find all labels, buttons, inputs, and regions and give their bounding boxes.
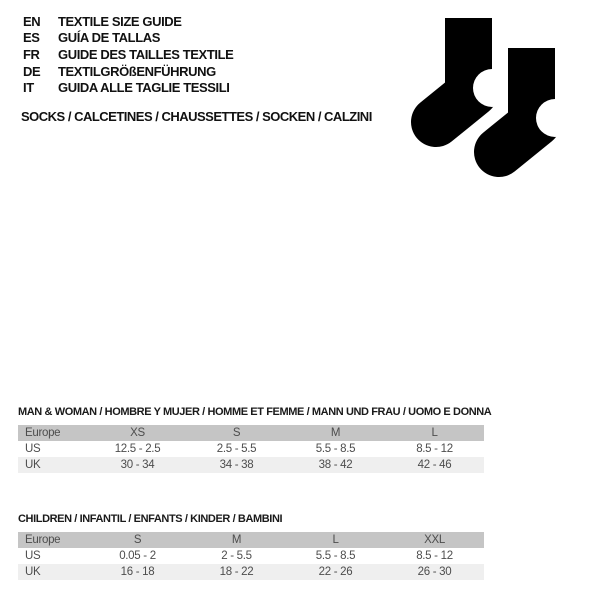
size-cell: 12.5 - 2.5 <box>114 443 161 455</box>
size-table-block-children <box>18 513 484 580</box>
column-header-size: S <box>133 534 142 546</box>
sock-foot-shape <box>499 122 536 152</box>
heel-cutout <box>473 69 511 107</box>
size-cell: 42 - 46 <box>417 459 452 471</box>
sock-foot-shape <box>436 92 473 122</box>
lang-row-it <box>23 79 233 96</box>
table-header-row <box>18 532 484 548</box>
column-header-size: L <box>431 427 438 439</box>
column-header-size: M <box>231 534 242 546</box>
table-title-children: CHILDREN / INFANTIL / ENFANTS / KINDER / BAMBINI <box>18 513 283 525</box>
lang-code: ES <box>23 30 40 46</box>
size-cell: 18 - 22 <box>219 566 254 578</box>
region-label-cell: US <box>25 550 41 562</box>
lang-code: IT <box>23 80 34 96</box>
size-table-children <box>18 532 484 580</box>
size-cell: 26 - 30 <box>417 566 452 578</box>
region-label-cell: UK <box>25 459 41 471</box>
size-cell: 8.5 - 12 <box>416 443 453 455</box>
heel-cutout <box>536 99 574 137</box>
column-header-region: Europe <box>25 534 61 546</box>
column-header-size: L <box>332 534 339 546</box>
size-cell: 0.05 - 2 <box>119 550 156 562</box>
table-header-row <box>18 425 484 441</box>
size-cell: 2.5 - 5.5 <box>216 443 257 455</box>
lang-label: TEXTILE SIZE GUIDE <box>58 13 182 29</box>
column-header-size: S <box>232 427 241 439</box>
lang-row-en <box>23 13 233 30</box>
lang-code: EN <box>23 13 41 29</box>
size-cell: 8.5 - 12 <box>416 550 453 562</box>
lang-row-es <box>23 30 233 47</box>
table-row-us <box>18 548 484 564</box>
category-heading: SOCKS / CALCETINES / CHAUSSETTES / SOCKEN / CALZINI <box>21 109 372 124</box>
size-table-block-adults <box>18 406 492 473</box>
lang-label: GUÍA DE TALLAS <box>58 30 161 46</box>
table-row-uk <box>18 564 484 580</box>
lang-label: TEXTILGRÖßENFÜHRUNG <box>58 63 216 79</box>
lang-label: GUIDA ALLE TAGLIE TESSILI <box>58 80 230 96</box>
table-row-uk <box>18 457 484 473</box>
column-header-size: M <box>330 427 341 439</box>
lang-row-fr <box>23 46 233 63</box>
size-cell: 22 - 26 <box>318 566 353 578</box>
column-header-size: XS <box>130 427 145 439</box>
table-row-us <box>18 441 484 457</box>
sock-left <box>436 18 511 122</box>
socks-icon <box>400 10 578 190</box>
sock-right <box>499 48 574 152</box>
region-label-cell: UK <box>25 566 41 578</box>
lang-label: GUIDE DES TAILLES TEXTILE <box>58 46 234 62</box>
size-cell: 16 - 18 <box>120 566 155 578</box>
size-cell: 2 - 5.5 <box>221 550 252 562</box>
size-cell: 38 - 42 <box>318 459 353 471</box>
column-header-size: XXL <box>424 534 445 546</box>
lang-row-de <box>23 63 233 80</box>
size-table-adults <box>18 425 484 473</box>
lang-code: FR <box>23 46 40 62</box>
size-cell: 34 - 38 <box>219 459 254 471</box>
column-header-region: Europe <box>25 427 61 439</box>
region-label-cell: US <box>25 443 41 455</box>
lang-code: DE <box>23 63 41 79</box>
size-cell: 5.5 - 8.5 <box>315 550 356 562</box>
size-cell: 5.5 - 8.5 <box>315 443 356 455</box>
language-list <box>23 13 233 96</box>
size-cell: 30 - 34 <box>120 459 155 471</box>
table-title-adults: MAN & WOMAN / HOMBRE Y MUJER / HOMME ET FEMME / MANN UND FRAU / UOMO E DONNA <box>18 406 492 418</box>
